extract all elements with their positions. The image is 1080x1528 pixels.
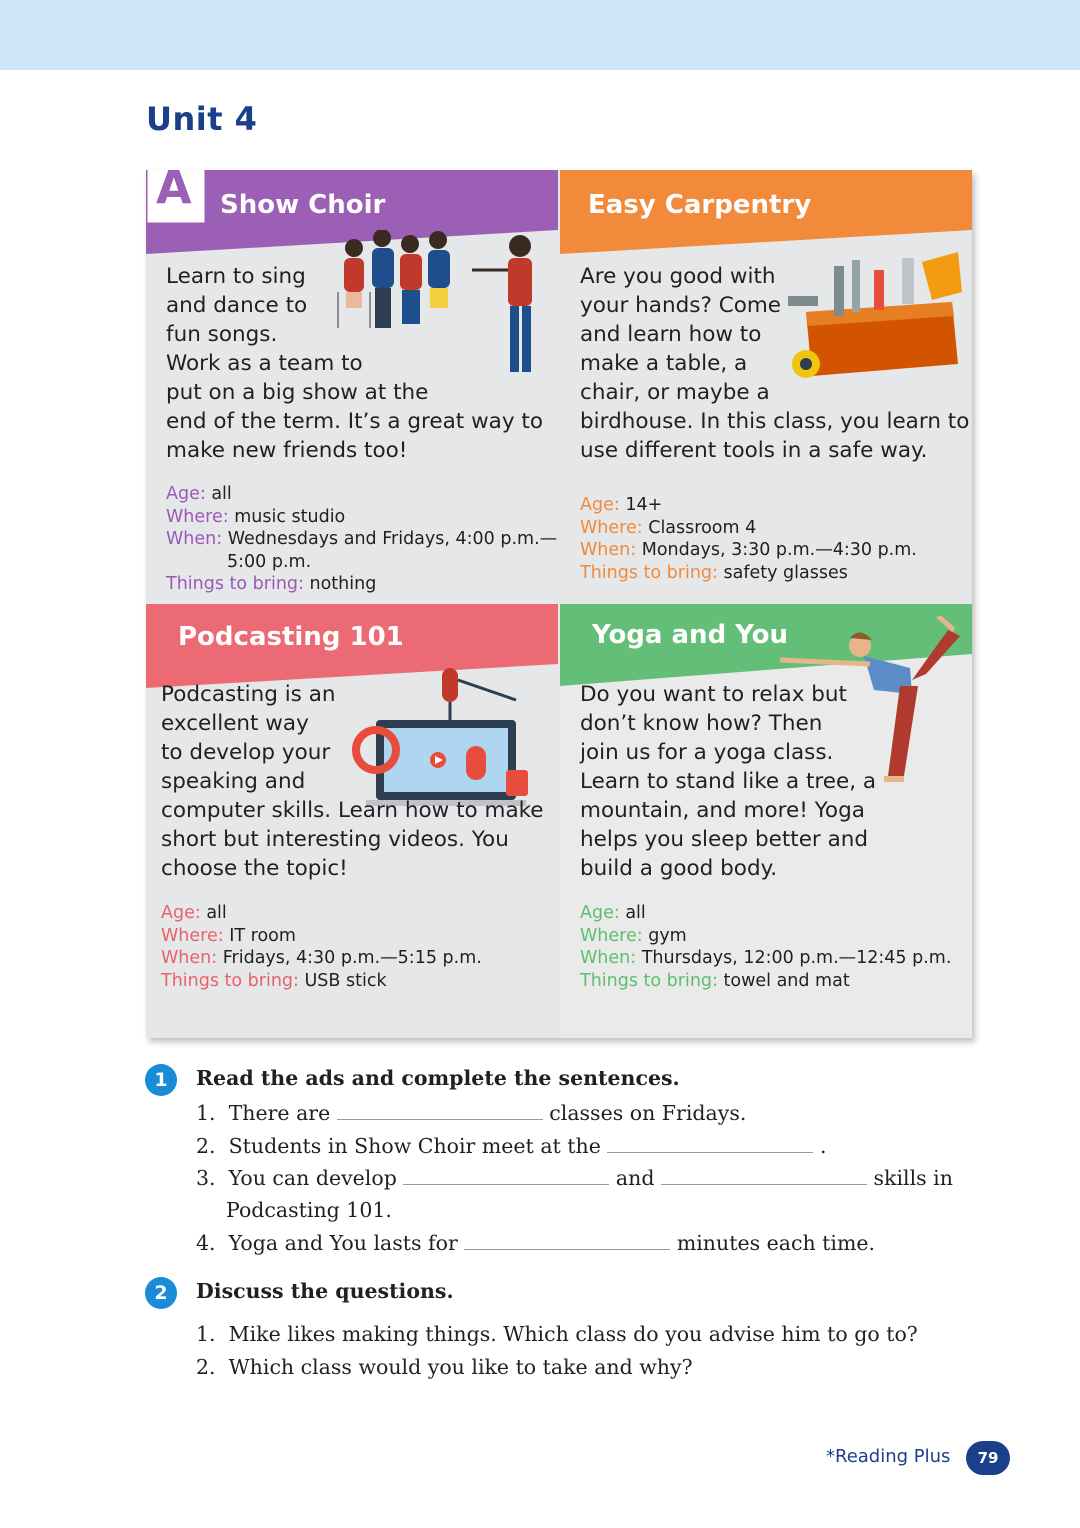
body-line: build a good body. <box>580 856 778 881</box>
body-line: put on a big show at the <box>166 380 429 405</box>
when-value: Mondays, 3:30 p.m.—4:30 p.m. <box>641 540 917 560</box>
age-label: Age: <box>166 484 206 504</box>
item-text: You can develop <box>228 1166 397 1190</box>
body-line: and dance to <box>166 293 308 318</box>
body-line: speaking and <box>161 769 306 794</box>
when-label: When: <box>166 529 223 549</box>
when-row <box>161 947 482 970</box>
ad-description <box>166 262 543 465</box>
when-row <box>580 539 917 562</box>
exercise-1-number: 1 <box>145 1064 177 1096</box>
bring-value: USB stick <box>304 970 387 991</box>
ad-details <box>580 902 951 992</box>
ad-yoga <box>560 604 972 1038</box>
ad-description <box>580 262 969 465</box>
ads-grid <box>146 170 972 1038</box>
bring-row <box>166 573 557 596</box>
item-text: skills in <box>873 1166 953 1190</box>
item-text: minutes each time. <box>676 1231 876 1255</box>
exercise-2-heading: Discuss the questions. <box>196 1279 454 1303</box>
body-line: end of the term. It’s a great way to <box>166 409 543 434</box>
item-text: There are <box>228 1101 331 1125</box>
exercise-1-item-3-cont: Podcasting 101. <box>226 1198 392 1222</box>
age-row <box>580 494 917 517</box>
exercise-2-item-2 <box>196 1355 693 1379</box>
ad-details <box>161 902 482 992</box>
when-label: When: <box>161 948 218 968</box>
item-number: 1. <box>196 1101 216 1125</box>
section-letter-badge <box>146 170 206 224</box>
exercise-2-number: 2 <box>145 1277 177 1309</box>
body-line: don’t know how? Then <box>580 711 823 736</box>
answer-blank[interactable] <box>403 1166 609 1185</box>
item-text: and <box>615 1166 655 1190</box>
item-text: Which class would you like to take and why? <box>228 1355 693 1379</box>
body-line: short but interesting videos. You <box>161 827 509 852</box>
item-number: 4. <box>196 1231 216 1255</box>
when-value-cont: 5:00 p.m. <box>227 551 312 572</box>
item-number: 3. <box>196 1166 216 1190</box>
where-value: Classroom 4 <box>648 517 757 538</box>
bring-label: Things to bring: <box>580 562 718 583</box>
where-row <box>166 506 557 529</box>
item-text: Mike likes making things. Which class do you advise him to go to? <box>228 1322 918 1346</box>
ad-title: Easy Carpentry <box>588 190 812 220</box>
ad-description <box>161 680 544 883</box>
item-text: Yoga and You lasts for <box>228 1231 458 1255</box>
ad-details <box>580 494 917 584</box>
bring-label: Things to bring: <box>166 574 304 594</box>
ad-show-choir <box>146 170 558 602</box>
body-line: computer skills. Learn how to make <box>161 798 544 823</box>
when-label: When: <box>580 948 637 968</box>
body-line: choose the topic! <box>161 856 348 881</box>
where-value: IT room <box>229 925 296 946</box>
body-line: birdhouse. In this class, you learn to <box>580 409 970 434</box>
body-line: use different tools in a safe way. <box>580 438 928 463</box>
when-row <box>166 528 557 551</box>
body-line: and learn how to <box>580 322 762 347</box>
age-row <box>580 902 951 925</box>
body-line: fun songs. <box>166 322 278 347</box>
answer-blank[interactable] <box>464 1231 670 1250</box>
exercise-1-heading: Read the ads and complete the sentences. <box>196 1066 680 1090</box>
item-number: 2. <box>196 1355 216 1379</box>
bring-row <box>580 970 951 993</box>
body-line: your hands? Come <box>580 293 782 318</box>
answer-blank[interactable] <box>607 1134 813 1153</box>
body-line: Podcasting is an <box>161 682 336 707</box>
ad-title: Podcasting 101 <box>178 622 404 652</box>
age-label: Age: <box>161 903 201 923</box>
bring-row <box>161 970 482 993</box>
answer-blank[interactable] <box>337 1101 543 1120</box>
where-value: music studio <box>234 506 346 527</box>
exercise-1-item-4 <box>196 1231 875 1255</box>
age-value: all <box>625 903 646 923</box>
body-line: Learn to stand like a tree, a <box>580 769 877 794</box>
where-value: gym <box>648 925 687 946</box>
ad-details <box>166 483 557 596</box>
body-line: join us for a yoga class. <box>580 740 834 765</box>
where-label: Where: <box>161 925 224 946</box>
ad-title: Yoga and You <box>592 620 789 650</box>
age-value: all <box>206 903 227 923</box>
ad-title: Show Choir <box>220 190 386 220</box>
where-label: Where: <box>580 925 643 946</box>
when-row <box>580 947 951 970</box>
item-text: Students in Show Choir meet at the <box>228 1134 601 1158</box>
body-line: excellent way <box>161 711 309 736</box>
exercise-1-item-2 <box>196 1134 826 1158</box>
when-value: Thursdays, 12:00 p.m.—12:45 p.m. <box>641 948 952 968</box>
section-letter: A <box>156 170 192 214</box>
bring-label: Things to bring: <box>161 970 299 991</box>
exercise-1-item-1 <box>196 1101 746 1125</box>
where-row <box>580 517 917 540</box>
when-value: Wednesdays and Fridays, 4:00 p.m.— <box>227 529 558 549</box>
where-row <box>161 925 482 948</box>
body-line: Learn to sing <box>166 264 306 289</box>
exercise-2-item-1 <box>196 1322 918 1346</box>
when-value: Fridays, 4:30 p.m.—5:15 p.m. <box>222 948 482 968</box>
ad-description <box>580 680 876 883</box>
bring-value: towel and mat <box>723 970 850 991</box>
body-line: helps you sleep better and <box>580 827 869 852</box>
body-line: Do you want to relax but <box>580 682 847 707</box>
age-row <box>161 902 482 925</box>
bring-value: safety glasses <box>723 562 848 583</box>
where-label: Where: <box>166 506 229 527</box>
item-text: classes on Fridays. <box>549 1101 747 1125</box>
bring-label: Things to bring: <box>580 970 718 991</box>
unit-title: Unit 4 <box>146 100 258 138</box>
age-value: all <box>211 484 232 504</box>
body-line: to develop your <box>161 740 331 765</box>
age-value: 14+ <box>625 495 663 515</box>
item-number: 2. <box>196 1134 216 1158</box>
item-text: . <box>819 1134 827 1158</box>
ad-podcasting <box>146 604 558 1038</box>
age-label: Age: <box>580 903 620 923</box>
exercise-1-item-3 <box>196 1166 953 1190</box>
body-line: make new friends too! <box>166 438 408 463</box>
item-number: 1. <box>196 1322 216 1346</box>
top-band <box>0 0 1080 70</box>
where-label: Where: <box>580 517 643 538</box>
when-label: When: <box>580 540 637 560</box>
body-line: Are you good with <box>580 264 776 289</box>
bring-row <box>580 562 917 585</box>
body-line: mountain, and more! Yoga <box>580 798 865 823</box>
footer-label: *Reading Plus <box>826 1446 951 1467</box>
body-line: Work as a team to <box>166 351 363 376</box>
page-number: 79 <box>966 1441 1010 1475</box>
bring-value: nothing <box>309 574 377 594</box>
age-label: Age: <box>580 495 620 515</box>
ad-easy-carpentry <box>560 170 972 602</box>
answer-blank[interactable] <box>661 1166 867 1185</box>
body-line: make a table, a <box>580 351 748 376</box>
age-row <box>166 483 557 506</box>
body-line: chair, or maybe a <box>580 380 770 405</box>
where-row <box>580 925 951 948</box>
